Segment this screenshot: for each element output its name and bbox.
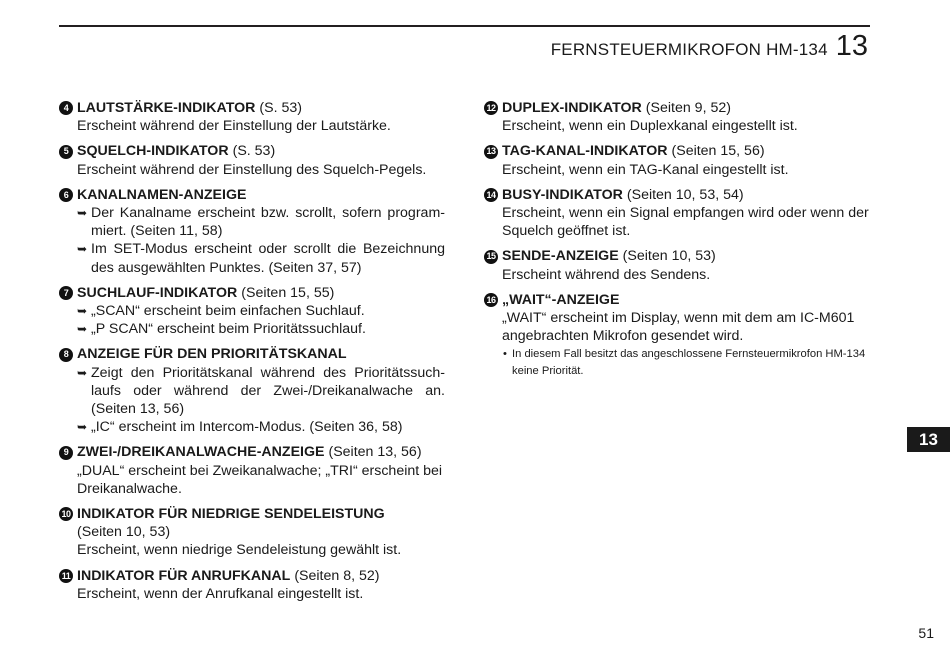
- indicator-item: [484, 291, 870, 381]
- note-bullet-icon: •: [503, 348, 507, 361]
- item-title: TAG-KANAL-INDIKATOR: [502, 143, 668, 160]
- arrow-bullet-icon: ➥: [77, 206, 88, 221]
- indicator-item: [59, 505, 445, 560]
- item-page-ref: (Seiten 15, 56): [671, 143, 765, 160]
- item-page-ref: (Seiten 9, 52): [645, 100, 731, 116]
- item-heading: [484, 291, 870, 309]
- item-title: ZWEI-/DREIKANALWACHE-ANZEIGE: [77, 444, 325, 461]
- item-page-ref: (Seiten 8, 52): [294, 567, 380, 584]
- right-column: [484, 99, 870, 387]
- item-heading: [484, 186, 870, 204]
- bullet-text: „IC“ erscheint im Intercom-Modus. (Seiten 36, 58): [91, 419, 403, 436]
- bullet-item: [59, 302, 445, 320]
- item-number-badge: 7: [59, 286, 73, 300]
- item-description: „WAIT“ erscheint im Display, wenn mit dem am IC-M601 angebrachten Mikrofon gesendet wird.: [502, 310, 855, 345]
- item-heading: [484, 142, 870, 160]
- bullet-item: [59, 320, 445, 338]
- item-page-ref: (Seiten 15, 55): [241, 284, 335, 301]
- item-number-badge: 6: [59, 188, 73, 202]
- item-number-badge: 16: [484, 293, 498, 307]
- item-number-badge: 5: [59, 145, 73, 159]
- arrow-bullet-icon: ➥: [77, 420, 88, 435]
- item-heading: [484, 247, 870, 265]
- item-page-ref: (Seiten 13, 56): [328, 444, 422, 461]
- arrow-bullet-icon: ➥: [77, 322, 88, 337]
- bullet-text: „SCAN“ erscheint beim einfachen Suchlauf.: [91, 303, 365, 320]
- item-page-ref: (Seiten 10, 53, 54): [626, 186, 744, 203]
- item-title: ANZEIGE FÜR DEN PRIORITÄTSKANAL: [77, 346, 347, 363]
- item-description: Erscheint während der Einstellung der Lautstärke.: [77, 118, 391, 135]
- item-number-badge: 9: [59, 446, 73, 460]
- item-heading: [484, 99, 870, 117]
- indicator-item: [59, 99, 445, 135]
- indicator-item: [59, 567, 445, 603]
- bullet-item: [59, 418, 445, 436]
- arrow-bullet-icon: ➥: [77, 242, 88, 257]
- indicator-item: [484, 142, 870, 178]
- arrow-bullet-icon: ➥: [77, 365, 88, 380]
- item-number-badge: 14: [484, 188, 498, 202]
- item-page-ref: (S. 53): [259, 100, 302, 116]
- item-page-ref: (Seiten 10, 53): [622, 248, 716, 265]
- item-number-badge: 8: [59, 348, 73, 362]
- bullet-item: [59, 204, 445, 240]
- bullet-text: „P SCAN“ erscheint beim Prioritätssuchlauf.: [91, 321, 366, 338]
- item-description: Erscheint während der Einstellung des Squelch-Pegels.: [77, 161, 427, 178]
- item-description: „DUAL“ erscheint bei Zweikanalwache; „TRI“ erscheint bei Dreikanalwache.: [77, 462, 443, 497]
- item-heading: [59, 567, 445, 585]
- item-title: INDIKATOR FÜR ANRUFKANAL: [77, 567, 291, 584]
- item-title: „WAIT“-ANZEIGE: [502, 291, 620, 308]
- item-description: Erscheint, wenn niedrige Sendeleistung gewählt ist.: [77, 542, 402, 559]
- page-header: [551, 32, 868, 61]
- arrow-bullet-icon: ➥: [77, 304, 88, 319]
- item-title: DUPLEX-INDIKATOR: [502, 100, 642, 116]
- bullet-text: Zeigt den Prioritätskanal während des Prioritätssuchlaufs oder während der Zwei-/Dreikanalwache an. (Seiten 13, 56): [91, 364, 445, 418]
- item-description: Erscheint während des Sendens.: [502, 266, 711, 283]
- item-heading: [59, 284, 445, 302]
- chapter-tab: 13: [907, 427, 950, 452]
- indicator-item: [484, 186, 870, 241]
- item-heading: [59, 186, 445, 204]
- indicator-item: [59, 443, 445, 498]
- item-description: Erscheint, wenn der Anrufkanal eingestellt ist.: [77, 585, 364, 602]
- item-description: Erscheint, wenn ein Signal empfangen wird oder wenn der Squelch geöffnet ist.: [502, 205, 869, 240]
- item-heading: [59, 443, 445, 461]
- item-title: SENDE-ANZEIGE: [502, 248, 619, 265]
- item-description: (Seiten 10, 53): [77, 524, 171, 541]
- bullet-item: [59, 240, 445, 276]
- bullet-item: [59, 364, 445, 419]
- item-number-badge: 13: [484, 145, 498, 159]
- bullet-text: Im SET-Modus erscheint oder scrollt die Bezeichnung des ausgewählten Punktes. (Seiten 37, 57): [91, 241, 445, 276]
- item-page-ref: (S. 53): [232, 143, 276, 160]
- page-number: 51: [918, 625, 934, 641]
- item-number-badge: 4: [59, 101, 73, 115]
- item-note: [484, 346, 870, 380]
- indicator-item: [59, 345, 445, 436]
- item-description: Erscheint, wenn ein TAG-Kanal eingestellt ist.: [502, 161, 789, 178]
- indicator-item: [59, 142, 445, 178]
- note-text: In diesem Fall besitzt das angeschlossene Fernsteuermikrofon HM-134 keine Priorität.: [512, 348, 866, 378]
- item-title: INDIKATOR FÜR NIEDRIGE SENDELEISTUNG: [77, 506, 385, 523]
- item-title: SQUELCH-INDIKATOR: [77, 143, 229, 160]
- item-number-badge: 15: [484, 250, 498, 264]
- item-heading: [59, 142, 445, 160]
- indicator-item: [484, 99, 870, 135]
- section-title: FERNSTEUERMIKROFON HM-134: [550, 40, 828, 59]
- indicator-item: [59, 284, 445, 339]
- item-description: Erscheint, wenn ein Duplexkanal eingestellt ist.: [502, 118, 798, 135]
- item-title: BUSY-INDIKATOR: [502, 186, 623, 203]
- left-column: [59, 99, 445, 610]
- item-title: SUCHLAUF-INDIKATOR: [77, 284, 238, 301]
- item-title: KANALNAMEN-ANZEIGE: [77, 186, 247, 203]
- item-number-badge: 11: [59, 569, 73, 583]
- bullet-text: Der Kanalname erscheint bzw. scrollt, sofern programmiert. (Seiten 11, 58): [91, 205, 445, 240]
- item-number-badge: 12: [484, 101, 498, 115]
- item-heading: [59, 505, 445, 523]
- item-heading: [59, 345, 445, 363]
- item-title: LAUTSTÄRKE-INDIKATOR: [77, 100, 256, 116]
- item-number-badge: 10: [59, 507, 73, 521]
- item-heading: [59, 99, 445, 117]
- indicator-item: [484, 247, 870, 283]
- chapter-number: 13: [835, 30, 868, 62]
- indicator-item: [59, 186, 445, 277]
- header-rule: [59, 25, 870, 27]
